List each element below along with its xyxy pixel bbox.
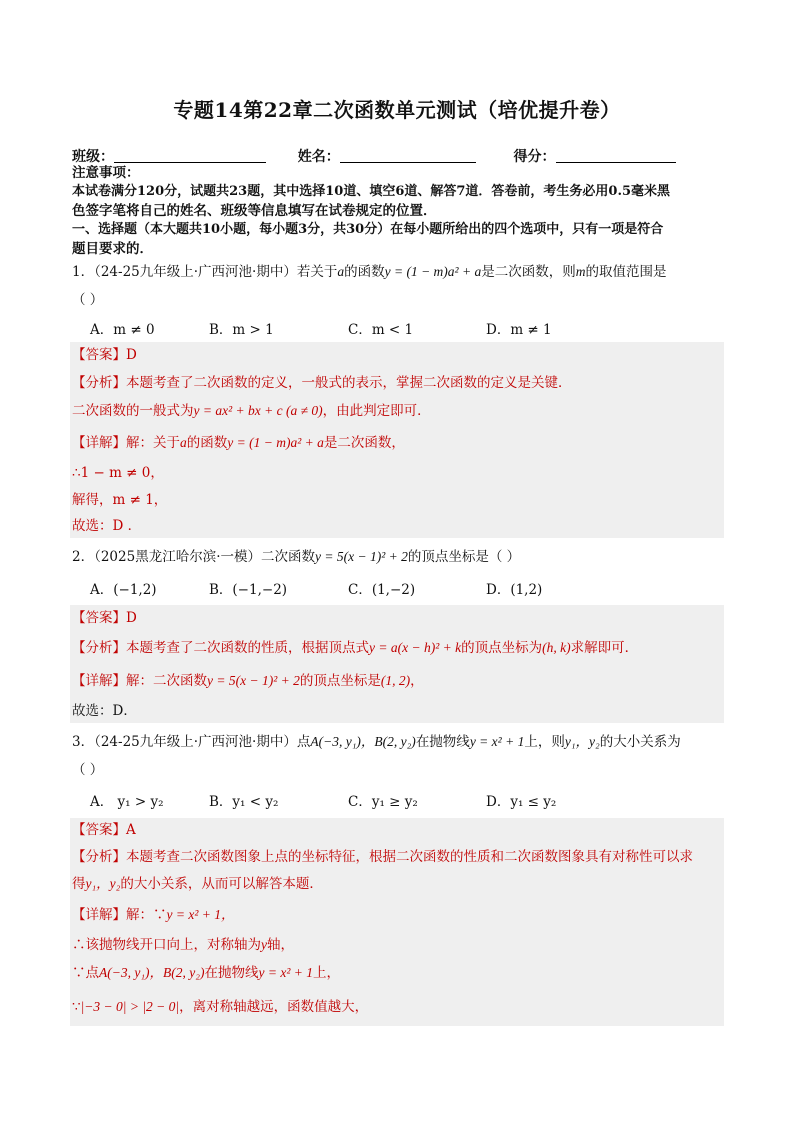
detail-tag: 【详解】	[72, 673, 126, 689]
q2-stem-b: 的顶点坐标是（ ）	[407, 549, 521, 565]
q2-detail-c: ，	[410, 673, 424, 689]
q1-detail-2: ∴1 − m ≠ 0，	[72, 465, 164, 481]
q1-analysis	[72, 373, 722, 393]
q3-option-a[interactable]: A． y₁ > y₂	[90, 794, 164, 810]
q3-detail3-c: 上，	[312, 965, 340, 981]
q1-stem-text-c: 的取值范围是	[585, 264, 667, 280]
section-heading-2: 题目要求的．	[72, 241, 153, 257]
q1-stem-text-b: 是二次函数，则	[481, 264, 576, 280]
q3-detail3-b: 在抛物线	[204, 965, 259, 981]
analysis-tag: 【分析】	[72, 375, 126, 391]
q1-analysis2-a: 二次函数的一般式为	[72, 403, 194, 419]
q1-detail-4: 故选：D ．	[72, 518, 142, 534]
score-label: 得分：	[513, 149, 556, 165]
q3-stem-b: 在抛物线	[415, 734, 470, 750]
q1-analysis-text: 本题考查了二次函数的定义，一般式的表示，掌握二次函数的定义是关键．	[126, 375, 572, 391]
q3-detail4-b: ，离对称轴越远，函数值越大，	[179, 999, 369, 1015]
q2-detail-b: 的顶点坐标是	[299, 673, 381, 689]
q3-analysis-2: 得y₁，y₂的大小关系，从而可以解答本题．	[72, 876, 323, 892]
q3-detail-2: ∴该抛物线开口向上，对称轴为y轴，	[72, 937, 294, 953]
name-label: 姓名：	[297, 149, 340, 165]
q2-option-b[interactable]: B．(−1,−2)	[209, 582, 288, 598]
q2-option-c[interactable]: C．(1,−2)	[348, 582, 416, 598]
q3-option-d[interactable]: D．y₁ ≤ y₂	[486, 794, 557, 810]
analysis-tag: 【分析】	[72, 640, 126, 656]
q2-analysis: 【分析】本题考查了二次函数的性质，根据顶点式y = a(x − h)² + k的顶点坐标为(h, k)求解即可．	[72, 640, 639, 656]
detail-tag: 【详解】	[72, 435, 126, 451]
q2-analysis-b: 的顶点坐标为	[461, 640, 543, 656]
notice-text-1: 本试卷满分120分，试题共23题，其中选择10道、填空6道、解答7道．答卷前，考生务必用0.5毫米黑	[72, 184, 671, 199]
q3-answer	[72, 820, 722, 840]
q3-option-b[interactable]: B．y₁ < y₂	[209, 794, 279, 810]
q1-formula: y = (1 − m)a² + a	[384, 264, 482, 279]
q1-detail-c: 是二次函数，	[323, 435, 405, 451]
q2-option-d[interactable]: D．(1,2)	[486, 582, 543, 598]
notice-text-2: 色签字笔将自己的姓名、班级等信息填写在试卷规定的位置．	[72, 203, 437, 219]
q1-analysis-2: 二次函数的一般式为y = ax² + bx + c (a ≠ 0)，由此判定即可．	[72, 403, 431, 419]
q1-answer-value: D	[126, 347, 137, 363]
notice-heading: 注意事项：	[72, 165, 140, 181]
q2-answer	[72, 608, 722, 628]
class-label: 班级：	[72, 149, 114, 165]
q3-option-c[interactable]: C．y₁ ≥ y₂	[348, 794, 418, 810]
q2-detail: 【详解】解：二次函数y = 5(x − 1)² + 2的顶点坐标是(1, 2)，	[72, 673, 424, 689]
q1-paren: （ ）	[72, 292, 104, 308]
q1-stem-text-a: 的函数	[344, 264, 385, 280]
q3-detail2-a: ∴该抛物线开口向上，对称轴为	[72, 937, 261, 953]
answer-tag: 【答案】	[72, 822, 126, 838]
detail-tag: 【详解】	[72, 907, 126, 923]
page-title: 专题14第22章二次函数单元测试（培优提升卷）	[173, 98, 621, 122]
q2-analysis-c: 求解即可．	[570, 640, 639, 656]
q3-stem: 3．（24-25九年级上·广西河池·期中）点A(−3, y₁)，B(2, y₂)在抛物线y = x² + 1上，则y₁，y₂的大小关系为	[72, 734, 681, 750]
class-field[interactable]	[114, 148, 266, 163]
q3-stem-a: 3．（24-25九年级上·广西河池·期中）点	[72, 734, 311, 750]
q1-option-c[interactable]: C．m < 1	[348, 322, 414, 338]
q1-detail-b: 的函数	[186, 435, 228, 451]
q3-analysis2-a: 得	[72, 876, 86, 892]
q3-analysis	[72, 847, 722, 867]
q1-option-b[interactable]: B．m > 1	[209, 322, 274, 338]
q1-option-d[interactable]: D．m ≠ 1	[486, 322, 552, 338]
q3-stem-d: 的大小关系为	[599, 734, 681, 750]
q2-detail-2: 故选：D．	[72, 703, 137, 719]
q3-analysis-text: 本题考查二次函数图象上点的坐标特征，根据二次函数的性质和二次函数图象具有对称性可以求	[126, 849, 693, 865]
q2-option-a[interactable]: A．(−1,2)	[90, 582, 157, 598]
q3-detail-4: ∵|−3 − 0| > |2 − 0|，离对称轴越远，函数值越大，	[72, 999, 369, 1015]
q1-option-a[interactable]: A．m ≠ 0	[90, 322, 155, 338]
name-field[interactable]	[340, 148, 476, 163]
q2-stem-a: 2．（2025黑龙江哈尔滨·一模）二次函数	[72, 549, 315, 565]
q1-detail-3: 解得，m ≠ 1，	[72, 492, 168, 508]
q2-analysis-a: 本题考查了二次函数的性质，根据顶点式	[126, 640, 369, 656]
score-field[interactable]	[556, 148, 676, 163]
q2-stem: 2．（2025黑龙江哈尔滨·一模）二次函数y = 5(x − 1)² + 2的顶点坐标是（ ）	[72, 549, 521, 565]
q1-detail: 【详解】解：关于a的函数y = (1 − m)a² + a是二次函数，	[72, 435, 405, 451]
q1-analysis2-b: ，由此判定即可．	[322, 403, 431, 419]
q3-stem-c: 上，则	[524, 734, 565, 750]
q3-paren: （ ）	[72, 762, 104, 778]
q1-stem-text: 1．（24-25九年级上·广西河池·期中）若关于	[72, 264, 338, 280]
q2-detail-a: 解：二次函数	[126, 673, 207, 689]
q3-detail2-b: 轴，	[267, 937, 294, 953]
q1-answer	[72, 345, 722, 365]
q3-detail-a: 解：∵	[126, 907, 167, 923]
q1-stem: 1．（24-25九年级上·广西河池·期中）若关于a的函数y = (1 − m)a² + a是二次函数，则m的取值范围是	[72, 264, 667, 280]
q2-answer-value: D	[126, 610, 137, 626]
q3-answer-value: A	[126, 822, 136, 838]
q3-analysis2-b: 的大小关系，从而可以解答本题．	[120, 876, 323, 892]
section-heading-1: 一、选择题（本大题共10小题，每小题3分，共30分）在每小题所给出的四个选项中，只有一项是符合	[72, 222, 664, 237]
answer-tag: 【答案】	[72, 347, 126, 363]
answer-tag: 【答案】	[72, 610, 126, 626]
q1-detail-a: 解：关于	[126, 435, 180, 451]
analysis-tag: 【分析】	[72, 849, 126, 865]
q3-detail3-a: ∵点	[72, 965, 99, 981]
q3-detail: 【详解】解：∵y = x² + 1，	[72, 907, 235, 923]
q3-detail-3: ∵点A(−3, y₁)，B(2, y₂)在抛物线y = x² + 1上，	[72, 965, 340, 981]
